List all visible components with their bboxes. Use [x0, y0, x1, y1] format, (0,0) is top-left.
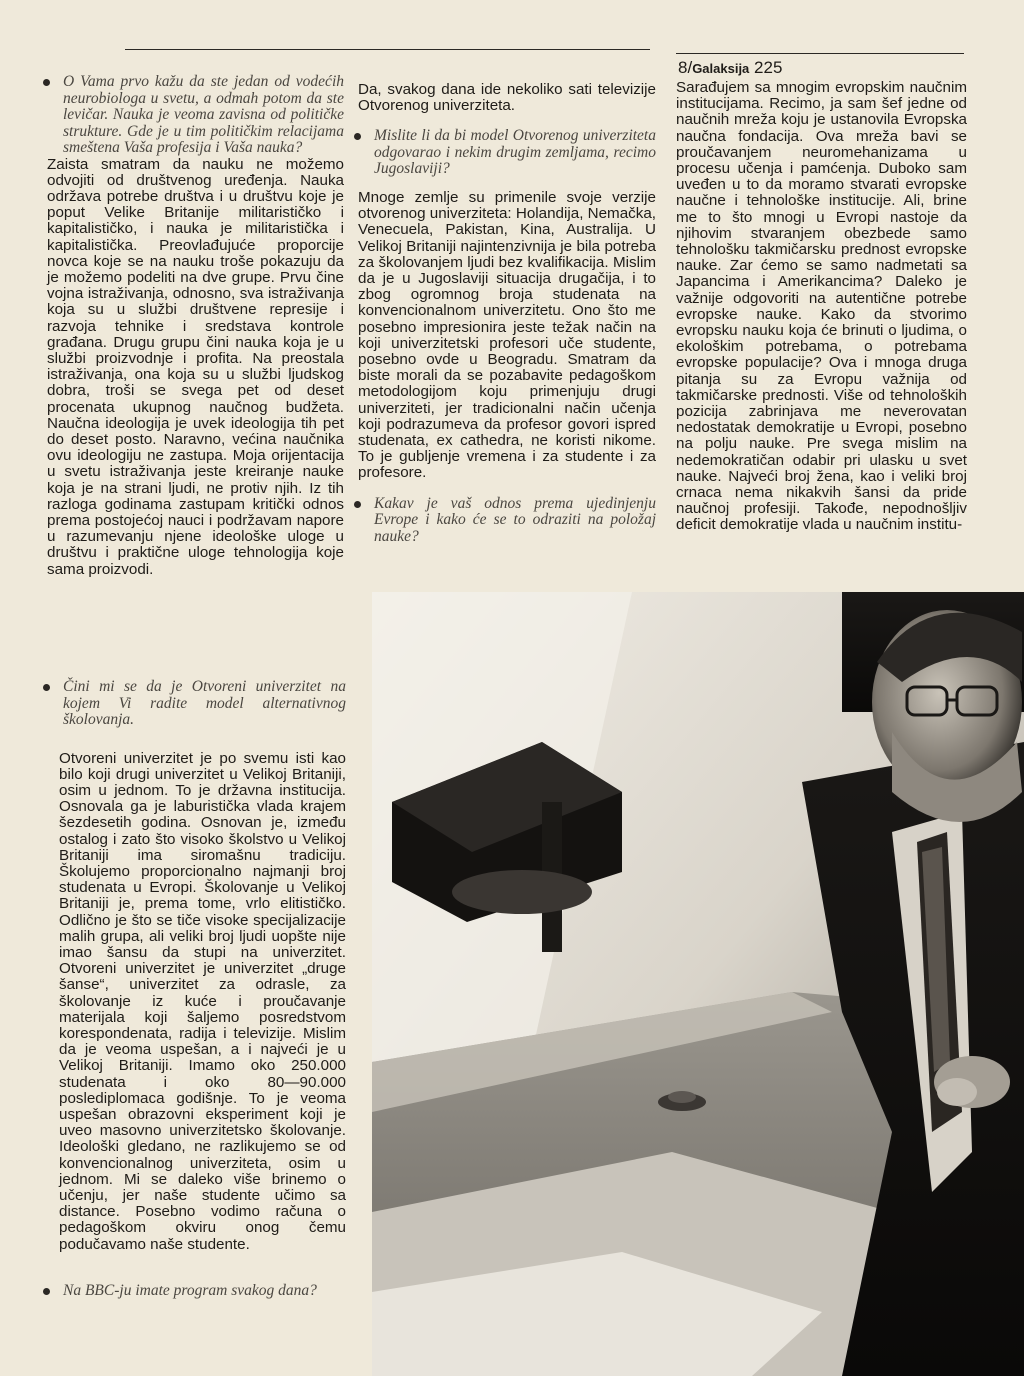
bullet-icon	[43, 684, 50, 691]
question-3-text: Na BBC-ju imate program svakog dana?	[63, 1281, 317, 1299]
bullet-icon	[43, 1288, 50, 1295]
answer-1: Zaista smatram da nauku ne možemo odvojiti od društvenog uređenja. Nauka održava potrebe društva i u društvu koje je poput Velike Britanije militarističko i kapitalističko, i nauka je militaristička i kapitalistička. Preovlađujuće proporcije novca koje se na nauku troše pokazuju da je možemo podeliti na dve grupe. Prvu čine vojna istraživanja, odnosno, sva istraživanja koja su u službi društvene represije i razvoja tehnike i sredstava kontrole građana. Drugu grupu čini nauka koja je u službi proizvodnje i profita. Na preostala istraživanja, ona koja su u službi ljudskog dobra, troši se svega pet od deset procenata ukupnog naučnog budžeta. Naučna ideologija je uvek ideologija tih pet do deset posto. Naravno, većina naučnika ovu ideologiju ne zastupa. Moja orijentacija u svetu istraživanja jeste kreiranje nauke koja je na strani ljudi, ne protiv njih. Iz tih razloga godinama zastupam kritički odnos prema postojećoj nauci i podržavam napore u razumevanju njene ideološke uloge u društvu i praktične uloge tehnologija koje sama proizvodi.	[47, 155, 344, 578]
portrait-photo	[372, 592, 1024, 1376]
column-2	[358, 82, 656, 545]
question-4	[358, 128, 656, 178]
header-rule-left	[125, 49, 650, 50]
bullet-icon	[354, 501, 361, 508]
issue-number: 225	[754, 58, 783, 77]
question-1	[47, 74, 344, 157]
header-rule-right	[676, 53, 964, 54]
bullet-icon	[354, 133, 361, 140]
column-3	[676, 80, 967, 534]
folio	[678, 58, 782, 78]
answer-4: Mnoge zemlje su primenile svoje verzije otvorenog univerziteta: Holandija, Nemačka, Venecuela, Pakistan, Kina, Australija. U Velikoj Britaniji najintenzivnija je bila potreba za školovanjem ljudi bez kvalifikacija. Mislim da je u Jugoslaviji situacija drugačija, i to zbog ogromnog broja studenata na konvencionalnom univerzitetu. Ono što me posebno impresionira jeste težak način na koji univerzitetski profesori uče studente, posebno ovde u Beogradu. Smatram da biste morali da se pozabavite pedagoškom metodologijom koju primenjuju drugi univerziteti, jer tradicionalni način učenja koji podrazumeva da profesor govori ispred studenata, ex cathedra, ne koristi nikome. To je gubljenje vremena i za studente i za profesore.	[358, 188, 657, 482]
question-5	[358, 496, 656, 546]
answer-2: Otvoreni univerzitet je po svemu isti kao bilo koji drugi univerzitet u Velikoj Britaniji, osim u jednom. To je državna institucija. Osnovala ga je laburistička vlada krajem šezdesetih godina. Osnovan je, između ostalog i zato što visoko školstvo u Velikoj Britaniji ima siromašnu tradiciju. Školujemo proporcionalno najmanji broj studenata u Evropi. Školovanje u Velikoj Britaniji je, prema tome, vrlo elitističko. Odlično je što se tiče visoke specijalizacije malih grupa, ali veliki broj ljudi uopšte nije imao šansu da stupi na univerzitet. Otvoreni univerzitet je univerzitet „druge šanse“, univerzitet za odrasle, za školovanje iz kuće i proučavanje materijala koji šaljemo posredstvom korespondenata, radija i televizije. Mislim da je veoma uspešan, a i najveći je u Velikoj Britaniji. Imamo oko 250.000 studenata i oko 80—90.000 poslediplomaca godišnje. To je veoma uspešan obrazovni eksperiment koji je uveo masovno univerzitetsko školovanje. Ideološki gledano, ne razlikujemo se od konvencionalnog univerziteta, osim u jednom. Mi se daleko više brinemo o učenju, jer naše studente učimo sa distance. Posebno vodimo računa o pedagoškom okviru onog čemu podučavamo naše studente.	[59, 749, 346, 1253]
publication-name: Galaksija	[692, 61, 750, 76]
question-5-text: Kakav je vaš odnos prema ujedinjenju Evrope i kako će se to odraziti na položaj nauke?	[374, 494, 656, 545]
page-number: 8/	[678, 58, 693, 77]
answer-3: Da, svakog dana ide nekoliko sati televizije Otvorenog univerziteta.	[358, 81, 656, 115]
question-4-text: Mislite li da bi model Otvorenog univerziteta odgovarao i nekim drugim zemljama, recimo Jugoslaviji?	[374, 127, 656, 178]
question-2	[47, 679, 346, 729]
column-1-top	[47, 74, 344, 578]
question-1-text: O Vama prvo kažu da ste jedan od vodećih neurobiologa u svetu, a odmah potom da ste levičar. Nauka je veoma zavisna od političke strukture. Gde je u tim političkim relacijama smeštena Vaša profesija i Vaša nauka?	[63, 73, 344, 156]
column-1-bottom	[47, 679, 346, 1299]
question-3	[47, 1283, 346, 1300]
question-2-text: Čini mi se da je Otvoreni univerzitet na kojem Vi radite model alternativnog školovanja.	[63, 678, 346, 728]
answer-5: Sarađujem sa mnogim evropskim naučnim institucijama. Recimo, ja sam šef jedne od naučnih mreža koju je ustanovila Evropska naučna fondacija. Ova mreža bavi se proučavanjem neuromehanizama u procesu učenja i pamćenja. Duboko sam uveđen u to da moramo stvarati evropske naučne i tehnološke institucije. Ali, brine me to što mnogi u Evropi nastoje da njihovim stvaranjem obezbede samo tehnološku takmičarsku prednost evropske nauke. Zar ćemo se samo nadmetati sa Japancima i Amerikancima? Daleko je važnije odgovoriti na autentične potrebe evropske nauke. Kako da stvorimo evropsku nauku koja će brinuti o ljudima, o ekološkim potrebama, o potrebama evropske populacije? Ova i mnoga druga pitanja su za Evropu važnija od takmičarske prednosti. Više od tehnoloških pozicija zabrinjava me neverovatan nedostatak demokratije u Evropi, posebno na polju nauke. Pre svega mislim na nedemokratičan odabir pri ulasku u svet nauke. Najveći broj žena, kao i veliki broj crnaca nema nikakvih šansi da pride naučnoj profesiji. Takođe, nepodnošljiv deficit demokratije vlada u naučnim institu-	[676, 79, 967, 534]
bullet-icon	[43, 79, 50, 86]
